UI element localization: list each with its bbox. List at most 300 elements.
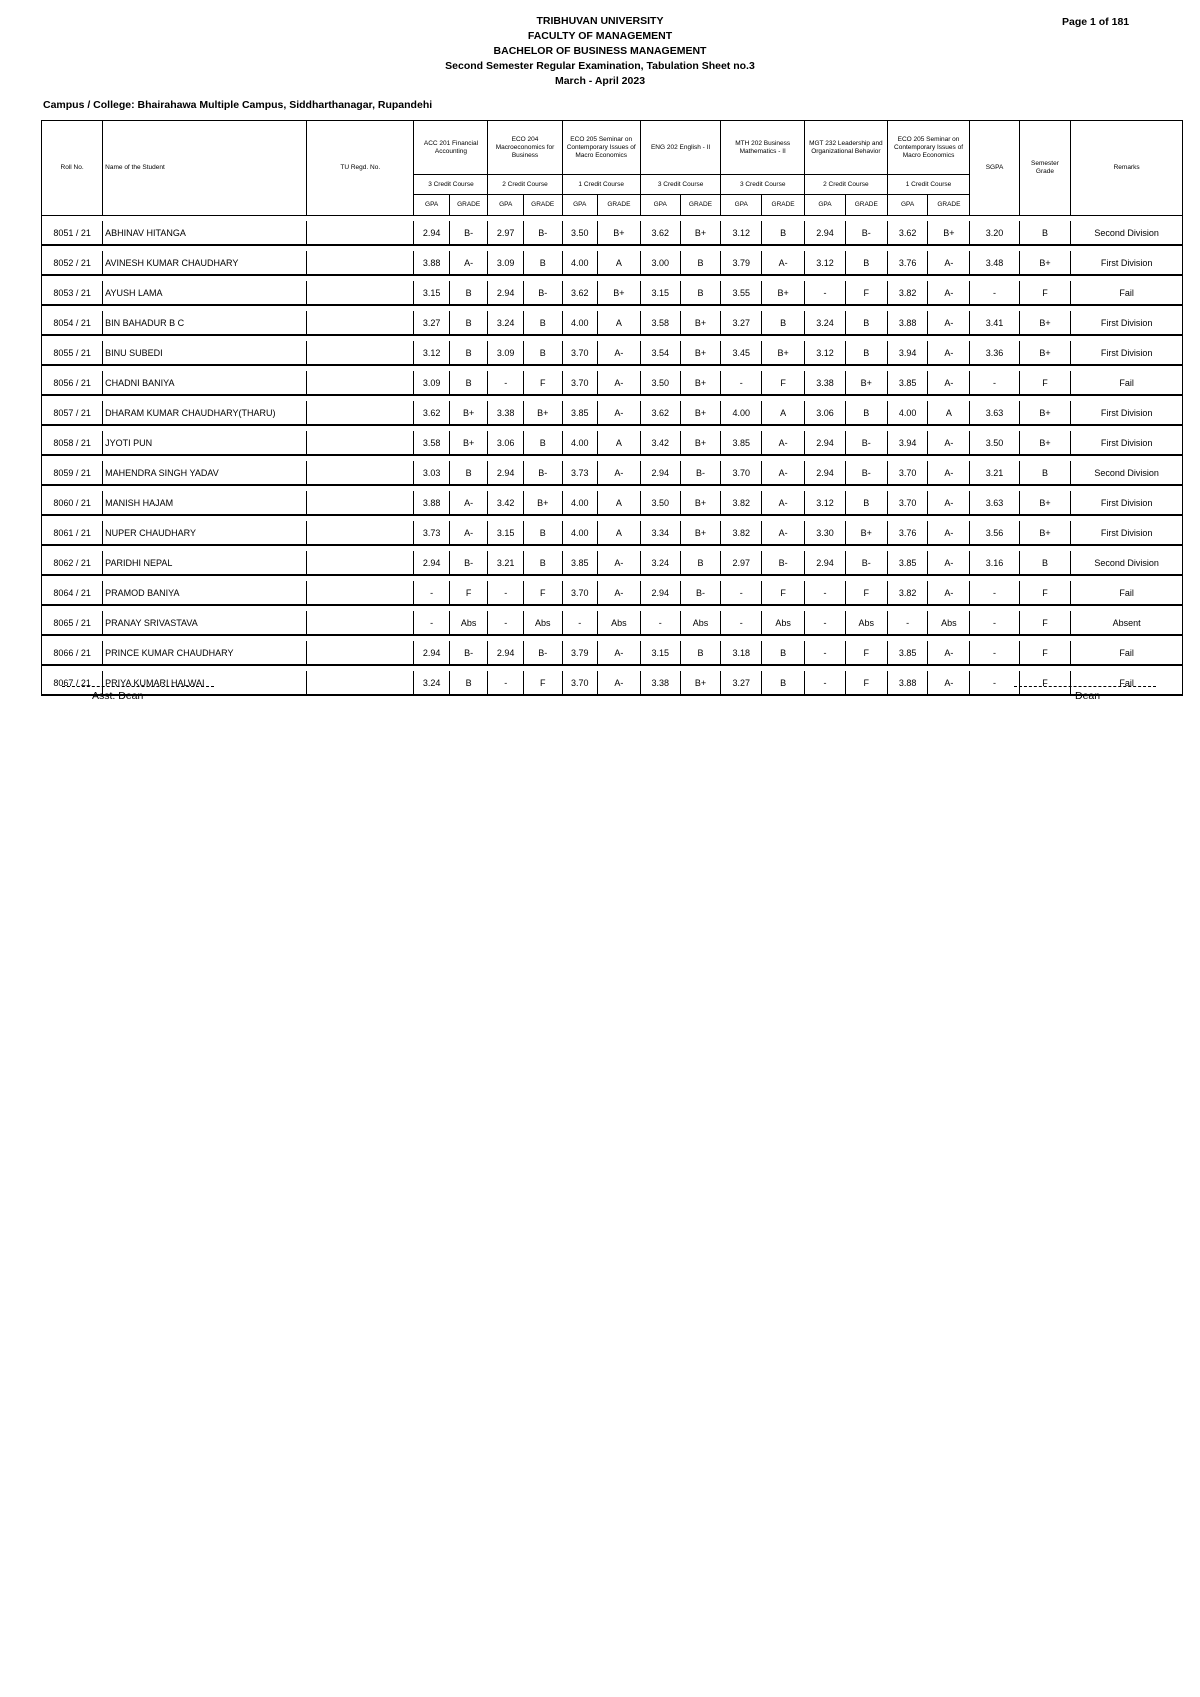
name-cell: CHADNI BANIYA — [103, 371, 307, 395]
grade-cell: A- — [928, 491, 970, 515]
grade-cell: B+ — [680, 671, 721, 695]
course-title: ENG 202 English - II — [640, 121, 720, 175]
gpa-cell: 3.70 — [562, 581, 597, 605]
gpa-cell: 4.00 — [562, 491, 597, 515]
grade-cell: B+ — [680, 371, 721, 395]
grade-cell: B — [845, 311, 887, 335]
grade-cell: B — [845, 341, 887, 365]
name-cell: PARIDHI NEPAL — [103, 551, 307, 575]
remarks-cell: Fail — [1071, 641, 1183, 665]
col-sgpa: SGPA — [970, 121, 1019, 216]
sgpa-cell: - — [970, 281, 1019, 305]
grade-cell: A — [597, 431, 640, 455]
gpa-cell: 3.79 — [562, 641, 597, 665]
name-cell: JYOTI PUN — [103, 431, 307, 455]
gpa-cell: 3.30 — [805, 521, 846, 545]
grade-cell: B- — [762, 551, 805, 575]
table-body — [42, 216, 1183, 696]
col-grade: GRADE — [845, 195, 887, 216]
gpa-cell: 2.94 — [488, 641, 523, 665]
remarks-cell: Fail — [1071, 281, 1183, 305]
grade-cell: A- — [928, 521, 970, 545]
grade-cell: B+ — [762, 281, 805, 305]
table-row — [42, 311, 1183, 335]
gpa-cell: 3.62 — [562, 281, 597, 305]
grade-cell: A- — [928, 371, 970, 395]
grade-cell: B — [523, 551, 562, 575]
semester-grade-cell: B — [1019, 461, 1071, 485]
gpa-cell: 3.12 — [805, 491, 846, 515]
name-cell: DHARAM KUMAR CHAUDHARY(THARU) — [103, 401, 307, 425]
gpa-cell: 3.62 — [414, 401, 449, 425]
roll-cell: 8066 / 21 — [42, 641, 103, 665]
tu-regd-cell — [307, 341, 414, 365]
gpa-cell: 3.24 — [805, 311, 846, 335]
gpa-cell: 3.70 — [562, 671, 597, 695]
table-row — [42, 521, 1183, 545]
grade-cell: B+ — [680, 221, 721, 245]
gpa-cell: 3.82 — [721, 521, 762, 545]
table-row — [42, 581, 1183, 605]
gpa-cell: 3.62 — [640, 401, 680, 425]
grade-cell: B+ — [523, 491, 562, 515]
gpa-cell: 3.24 — [414, 671, 449, 695]
grade-cell: B- — [449, 221, 488, 245]
grade-cell: B- — [845, 431, 887, 455]
gpa-cell: 2.94 — [805, 461, 846, 485]
grade-cell: Abs — [597, 611, 640, 635]
gpa-cell: 3.27 — [414, 311, 449, 335]
course-title: MTH 202 Business Mathematics - II — [721, 121, 805, 175]
semester-grade-cell: F — [1019, 581, 1071, 605]
gpa-cell: - — [488, 611, 523, 635]
grade-cell: B+ — [928, 221, 970, 245]
gpa-cell: 4.00 — [562, 251, 597, 275]
course-title: ECO 205 Seminar on Contemporary Issues of Macro Economics — [562, 121, 640, 175]
remarks-cell: Second Division — [1071, 551, 1183, 575]
gpa-cell: 3.38 — [488, 401, 523, 425]
grade-cell: B — [762, 671, 805, 695]
table-row — [42, 221, 1183, 245]
session-title: March - April 2023 — [554, 75, 646, 87]
gpa-cell: 2.94 — [414, 551, 449, 575]
tu-regd-cell — [307, 611, 414, 635]
name-cell: PRANAY SRIVASTAVA — [103, 611, 307, 635]
semester-grade-cell: B+ — [1019, 341, 1071, 365]
table-row — [42, 491, 1183, 515]
course-title: MGT 232 Leadership and Organizational Behavior — [805, 121, 888, 175]
col-grade: GRADE — [523, 195, 562, 216]
table-row — [42, 671, 1183, 695]
tu-regd-cell — [307, 581, 414, 605]
grade-cell: B- — [680, 461, 721, 485]
asst-dean-signature-line — [62, 686, 214, 687]
tu-regd-cell — [307, 281, 414, 305]
grade-cell: B+ — [762, 341, 805, 365]
remarks-cell: Second Division — [1071, 461, 1183, 485]
grade-cell: A — [928, 401, 970, 425]
grade-cell: B — [762, 221, 805, 245]
grade-cell: B- — [680, 581, 721, 605]
gpa-cell: 3.03 — [414, 461, 449, 485]
gpa-cell: 3.09 — [488, 251, 523, 275]
dean-signature-line — [1014, 686, 1156, 687]
tu-regd-cell — [307, 521, 414, 545]
faculty-title: FACULTY OF MANAGEMENT — [527, 30, 673, 42]
remarks-cell: First Division — [1071, 341, 1183, 365]
remarks-cell: Absent — [1071, 611, 1183, 635]
roll-cell: 8052 / 21 — [42, 251, 103, 275]
gpa-cell: 3.94 — [887, 431, 928, 455]
page-number: Page 1 of 181 — [1062, 16, 1130, 28]
grade-cell: A- — [762, 461, 805, 485]
tu-regd-cell — [307, 311, 414, 335]
grade-cell: A- — [449, 521, 488, 545]
roll-cell: 8051 / 21 — [42, 221, 103, 245]
roll-cell: 8058 / 21 — [42, 431, 103, 455]
gpa-cell: 2.97 — [488, 221, 523, 245]
col-gpa: GPA — [721, 195, 762, 216]
sgpa-cell: - — [970, 371, 1019, 395]
grade-cell: A- — [597, 401, 640, 425]
semester-grade-cell: B+ — [1019, 521, 1071, 545]
sgpa-cell: - — [970, 641, 1019, 665]
course-credit: 3 Credit Course — [721, 175, 805, 195]
gpa-cell: 3.82 — [887, 281, 928, 305]
table-row — [42, 551, 1183, 575]
gpa-cell: 3.15 — [488, 521, 523, 545]
gpa-cell: 3.70 — [562, 341, 597, 365]
grade-cell: F — [845, 671, 887, 695]
gpa-cell: 3.18 — [721, 641, 762, 665]
table-row — [42, 281, 1183, 305]
name-cell: PRAMOD BANIYA — [103, 581, 307, 605]
gpa-cell: 2.97 — [721, 551, 762, 575]
grade-cell: F — [762, 581, 805, 605]
semester-grade-cell: F — [1019, 671, 1071, 695]
roll-cell: 8059 / 21 — [42, 461, 103, 485]
sgpa-cell: - — [970, 671, 1019, 695]
col-remarks: Remarks — [1071, 121, 1183, 216]
semester-grade-cell: B+ — [1019, 401, 1071, 425]
grade-cell: B+ — [680, 521, 721, 545]
col-roll: Roll No. — [42, 121, 103, 216]
gpa-cell: 3.34 — [640, 521, 680, 545]
grade-cell: Abs — [845, 611, 887, 635]
grade-cell: F — [845, 641, 887, 665]
gpa-cell: 3.55 — [721, 281, 762, 305]
grade-cell: A- — [928, 461, 970, 485]
table-row — [42, 611, 1183, 635]
gpa-cell: - — [721, 611, 762, 635]
col-semester-grade: Semester Grade — [1019, 121, 1071, 216]
grade-cell: A- — [928, 641, 970, 665]
grade-cell: B — [449, 371, 488, 395]
tu-regd-cell — [307, 641, 414, 665]
grade-cell: B — [680, 551, 721, 575]
gpa-cell: - — [721, 371, 762, 395]
name-cell: AYUSH LAMA — [103, 281, 307, 305]
semester-grade-cell: B — [1019, 221, 1071, 245]
grade-cell: B — [680, 281, 721, 305]
gpa-cell: 2.94 — [805, 431, 846, 455]
semester-grade-cell: B+ — [1019, 251, 1071, 275]
semester-grade-cell: F — [1019, 281, 1071, 305]
sgpa-cell: 3.63 — [970, 491, 1019, 515]
grade-cell: B — [762, 641, 805, 665]
university-title: TRIBHUVAN UNIVERSITY — [536, 15, 664, 27]
sgpa-cell: 3.36 — [970, 341, 1019, 365]
grade-cell: B — [762, 311, 805, 335]
sgpa-cell: 3.48 — [970, 251, 1019, 275]
grade-cell: B+ — [597, 281, 640, 305]
gpa-cell: 3.73 — [414, 521, 449, 545]
name-cell: AVINESH KUMAR CHAUDHARY — [103, 251, 307, 275]
asst-dean-label: Asst. Dean — [92, 690, 144, 702]
gpa-cell: 3.06 — [488, 431, 523, 455]
gpa-cell: 3.85 — [887, 371, 928, 395]
course-title: ECO 204 Macroeconomics for Business — [488, 121, 562, 175]
gpa-cell: - — [721, 581, 762, 605]
grade-cell: B+ — [845, 521, 887, 545]
grade-cell: A- — [597, 341, 640, 365]
grade-cell: A- — [928, 671, 970, 695]
gpa-cell: 3.79 — [721, 251, 762, 275]
gpa-cell: 3.12 — [721, 221, 762, 245]
gpa-cell: 3.62 — [887, 221, 928, 245]
gpa-cell: 3.38 — [640, 671, 680, 695]
tu-regd-cell — [307, 551, 414, 575]
gpa-cell: 2.94 — [640, 581, 680, 605]
grade-cell: B — [680, 251, 721, 275]
course-credit: 2 Credit Course — [805, 175, 888, 195]
sgpa-cell: 3.20 — [970, 221, 1019, 245]
grade-cell: B+ — [523, 401, 562, 425]
gpa-cell: 3.50 — [562, 221, 597, 245]
grade-cell: B — [523, 341, 562, 365]
name-cell: NUPER CHAUDHARY — [103, 521, 307, 545]
course-credit: 1 Credit Course — [887, 175, 970, 195]
gpa-cell: - — [562, 611, 597, 635]
gpa-cell: 2.94 — [805, 221, 846, 245]
gpa-cell: 2.94 — [488, 281, 523, 305]
col-tu-regd: TU Regd. No. — [307, 121, 414, 216]
col-gpa: GPA — [640, 195, 680, 216]
grade-cell: B- — [523, 641, 562, 665]
grade-cell: B- — [449, 551, 488, 575]
grade-cell: B- — [523, 281, 562, 305]
grade-cell: B — [449, 311, 488, 335]
table-row — [42, 431, 1183, 455]
gpa-cell: 3.85 — [887, 641, 928, 665]
remarks-cell: Fail — [1071, 371, 1183, 395]
gpa-cell: 2.94 — [805, 551, 846, 575]
gpa-cell: - — [414, 611, 449, 635]
gpa-cell: 3.62 — [640, 221, 680, 245]
gpa-cell: 3.85 — [562, 551, 597, 575]
grade-cell: A- — [762, 251, 805, 275]
semester-grade-cell: B+ — [1019, 431, 1071, 455]
grade-cell: B+ — [449, 401, 488, 425]
remarks-cell: Fail — [1071, 581, 1183, 605]
roll-cell: 8056 / 21 — [42, 371, 103, 395]
roll-cell: 8053 / 21 — [42, 281, 103, 305]
remarks-cell: First Division — [1071, 431, 1183, 455]
roll-cell: 8055 / 21 — [42, 341, 103, 365]
tu-regd-cell — [307, 431, 414, 455]
col-name: Name of the Student — [103, 121, 307, 216]
gpa-cell: 2.94 — [414, 221, 449, 245]
semester-grade-cell: B+ — [1019, 311, 1071, 335]
grade-cell: B- — [523, 221, 562, 245]
grade-cell: A- — [928, 581, 970, 605]
grade-cell: B- — [523, 461, 562, 485]
name-cell: PRINCE KUMAR CHAUDHARY — [103, 641, 307, 665]
gpa-cell: 3.88 — [414, 491, 449, 515]
grade-cell: B — [845, 491, 887, 515]
gpa-cell: 3.70 — [887, 491, 928, 515]
program-title: BACHELOR OF BUSINESS MANAGEMENT — [493, 45, 707, 57]
tu-regd-cell — [307, 251, 414, 275]
col-grade: GRADE — [928, 195, 970, 216]
semester-grade-cell: B+ — [1019, 491, 1071, 515]
dean-label: Dean — [1075, 690, 1101, 702]
grade-cell: B — [845, 251, 887, 275]
col-grade: GRADE — [762, 195, 805, 216]
sgpa-cell: - — [970, 611, 1019, 635]
grade-cell: B+ — [680, 491, 721, 515]
sgpa-cell: 3.41 — [970, 311, 1019, 335]
table-row — [42, 371, 1183, 395]
grade-cell: A- — [597, 551, 640, 575]
remarks-cell: First Division — [1071, 311, 1183, 335]
gpa-cell: 3.09 — [488, 341, 523, 365]
gpa-cell: 3.24 — [640, 551, 680, 575]
gpa-cell: 3.73 — [562, 461, 597, 485]
grade-cell: B — [680, 641, 721, 665]
sgpa-cell: 3.56 — [970, 521, 1019, 545]
gpa-cell: 3.09 — [414, 371, 449, 395]
tu-regd-cell — [307, 221, 414, 245]
grade-cell: F — [845, 281, 887, 305]
gpa-cell: 3.76 — [887, 251, 928, 275]
grade-cell: F — [845, 581, 887, 605]
grade-cell: A- — [597, 671, 640, 695]
gpa-cell: 3.88 — [887, 671, 928, 695]
grade-cell: B- — [845, 551, 887, 575]
gpa-cell: 3.00 — [640, 251, 680, 275]
grade-cell: B- — [845, 221, 887, 245]
gpa-cell: 3.85 — [562, 401, 597, 425]
gpa-cell: 3.94 — [887, 341, 928, 365]
roll-cell: 8065 / 21 — [42, 611, 103, 635]
gpa-cell: - — [887, 611, 928, 635]
grade-cell: A- — [449, 251, 488, 275]
remarks-cell: First Division — [1071, 491, 1183, 515]
roll-cell: 8060 / 21 — [42, 491, 103, 515]
gpa-cell: - — [414, 581, 449, 605]
grade-cell: A- — [928, 341, 970, 365]
gpa-cell: 2.94 — [414, 641, 449, 665]
col-grade: GRADE — [680, 195, 721, 216]
grade-cell: Abs — [449, 611, 488, 635]
gpa-cell: 2.94 — [488, 461, 523, 485]
grade-cell: Abs — [680, 611, 721, 635]
semester-grade-cell: F — [1019, 641, 1071, 665]
gpa-cell: - — [488, 371, 523, 395]
roll-cell: 8054 / 21 — [42, 311, 103, 335]
grade-cell: A — [597, 311, 640, 335]
grade-cell: A- — [762, 431, 805, 455]
name-cell: ABHINAV HITANGA — [103, 221, 307, 245]
grade-cell: B+ — [680, 311, 721, 335]
grade-cell: B — [449, 341, 488, 365]
roll-cell: 8067 / 21 — [42, 671, 103, 695]
table-head — [42, 121, 1183, 216]
tu-regd-cell — [307, 371, 414, 395]
gpa-cell: 3.70 — [887, 461, 928, 485]
name-cell: BINU SUBEDI — [103, 341, 307, 365]
gpa-cell: - — [805, 581, 846, 605]
grade-cell: A- — [928, 281, 970, 305]
gpa-cell: 3.50 — [640, 491, 680, 515]
gpa-cell: 3.82 — [887, 581, 928, 605]
gpa-cell: 3.82 — [721, 491, 762, 515]
gpa-cell: 3.42 — [640, 431, 680, 455]
gpa-cell: 3.50 — [640, 371, 680, 395]
semester-grade-cell: F — [1019, 371, 1071, 395]
col-gpa: GPA — [887, 195, 928, 216]
name-cell: BIN BAHADUR B C — [103, 311, 307, 335]
col-grade: GRADE — [449, 195, 488, 216]
grade-cell: A — [597, 521, 640, 545]
grade-cell: A- — [449, 491, 488, 515]
gpa-cell: 3.15 — [640, 641, 680, 665]
gpa-cell: 3.85 — [721, 431, 762, 455]
tu-regd-cell — [307, 401, 414, 425]
grade-cell: A — [597, 491, 640, 515]
grade-cell: B — [523, 431, 562, 455]
grade-cell: A- — [597, 641, 640, 665]
grade-cell: F — [523, 371, 562, 395]
roll-cell: 8064 / 21 — [42, 581, 103, 605]
name-cell: PRIYA KUMARI HALWAI — [103, 671, 307, 695]
sgpa-cell: 3.50 — [970, 431, 1019, 455]
grade-cell: A- — [762, 521, 805, 545]
semester-grade-cell: B — [1019, 551, 1071, 575]
col-gpa: GPA — [805, 195, 846, 216]
gpa-cell: 3.12 — [414, 341, 449, 365]
course-title: ECO 205 Seminar on Contemporary Issues of Macro Economics — [887, 121, 970, 175]
gpa-cell: 3.76 — [887, 521, 928, 545]
remarks-cell: First Division — [1071, 401, 1183, 425]
gpa-cell: 3.21 — [488, 551, 523, 575]
gpa-cell: 3.15 — [640, 281, 680, 305]
col-gpa: GPA — [562, 195, 597, 216]
gpa-cell: 3.58 — [640, 311, 680, 335]
grade-cell: F — [449, 581, 488, 605]
gpa-cell: 3.12 — [805, 251, 846, 275]
tu-regd-cell — [307, 491, 414, 515]
gpa-cell: 4.00 — [562, 431, 597, 455]
gpa-cell: 3.42 — [488, 491, 523, 515]
grade-cell: A- — [928, 431, 970, 455]
gpa-cell: 3.15 — [414, 281, 449, 305]
gpa-cell: 3.38 — [805, 371, 846, 395]
gpa-cell: - — [488, 671, 523, 695]
sgpa-cell: - — [970, 581, 1019, 605]
name-cell: MANISH HAJAM — [103, 491, 307, 515]
